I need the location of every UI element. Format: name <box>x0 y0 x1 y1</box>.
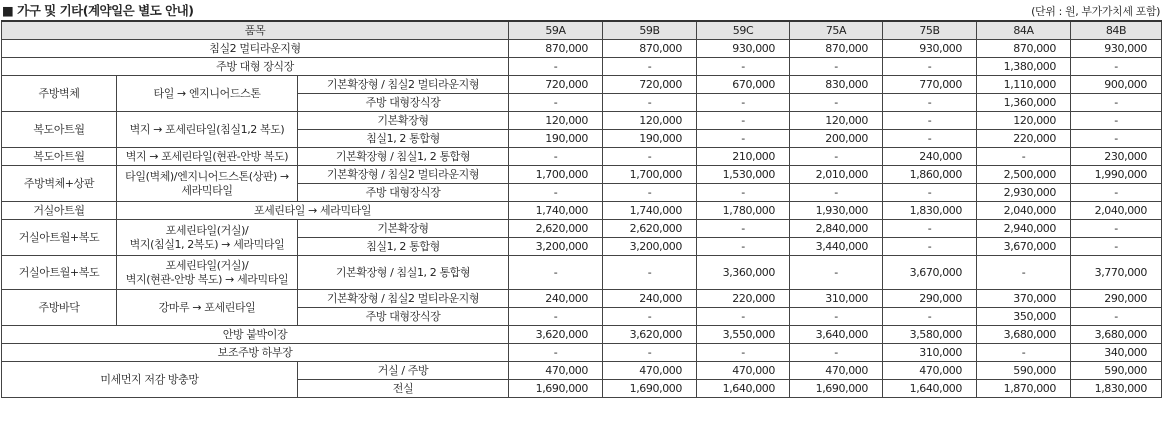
item-cell: 복도아트월 <box>2 148 117 166</box>
item-cell: 기본확장형 / 침실1, 2 통합형 <box>298 256 509 290</box>
price-cell: - <box>1071 58 1162 76</box>
price-cell: - <box>1071 238 1162 256</box>
item-cell: 거실 / 주방 <box>298 362 509 380</box>
price-cell: 1,530,000 <box>697 166 790 184</box>
price-cell: - <box>509 148 603 166</box>
price-cell: 2,620,000 <box>509 220 603 238</box>
item-cell: 침실1, 2 통합형 <box>298 238 509 256</box>
table-row <box>2 112 1162 130</box>
unit-note: (단위 : 원, 부가가치세 포함) <box>1031 5 1160 18</box>
price-cell: - <box>603 344 697 362</box>
table-row <box>2 40 1162 58</box>
price-cell: - <box>603 184 697 202</box>
price-cell: 3,360,000 <box>697 256 790 290</box>
item-cell: 타일 → 엔지니어드스톤 <box>117 76 298 112</box>
price-cell: 120,000 <box>977 112 1071 130</box>
price-cell: - <box>697 58 790 76</box>
header-type: 59B <box>603 21 697 40</box>
price-cell: 1,740,000 <box>509 202 603 220</box>
price-cell: 930,000 <box>883 40 977 58</box>
price-cell: 930,000 <box>697 40 790 58</box>
table-row <box>2 344 1162 362</box>
price-cell: 200,000 <box>790 130 883 148</box>
price-cell: - <box>883 308 977 326</box>
price-cell: - <box>790 58 883 76</box>
price-cell: 2,620,000 <box>603 220 697 238</box>
price-cell: - <box>883 58 977 76</box>
header-type: 59A <box>509 21 603 40</box>
price-cell: - <box>697 130 790 148</box>
price-cell: 1,830,000 <box>883 202 977 220</box>
price-cell: 470,000 <box>603 362 697 380</box>
price-cell: 190,000 <box>603 130 697 148</box>
price-cell: 120,000 <box>509 112 603 130</box>
price-cell: - <box>1071 184 1162 202</box>
table-row <box>2 166 1162 184</box>
table-header-row <box>2 21 1162 40</box>
price-cell: - <box>883 94 977 112</box>
price-cell: 1,640,000 <box>883 380 977 398</box>
item-cell: 주방벽체 <box>2 76 117 112</box>
price-cell: - <box>790 184 883 202</box>
price-cell: 2,930,000 <box>977 184 1071 202</box>
table-row <box>2 256 1162 290</box>
price-cell: - <box>883 184 977 202</box>
price-cell: - <box>603 308 697 326</box>
price-cell: - <box>883 238 977 256</box>
item-cell: 주방 대형장식장 <box>298 94 509 112</box>
price-cell: - <box>1071 94 1162 112</box>
price-cell: 210,000 <box>697 148 790 166</box>
item-cell: 강마루 → 포세린타일 <box>117 290 298 326</box>
price-cell: 3,670,000 <box>883 256 977 290</box>
header-type: 75A <box>790 21 883 40</box>
price-cell: - <box>883 112 977 130</box>
price-cell: 470,000 <box>790 362 883 380</box>
price-cell: 1,780,000 <box>697 202 790 220</box>
price-cell: - <box>603 94 697 112</box>
price-cell: 930,000 <box>1071 40 1162 58</box>
item-cell: 주방 대형 장식장 <box>2 58 509 76</box>
price-cell: 900,000 <box>1071 76 1162 94</box>
item-cell: 기본확장형 / 침실1, 2 통합형 <box>298 148 509 166</box>
item-cell: 복도아트월 <box>2 112 117 148</box>
price-cell: - <box>790 148 883 166</box>
price-cell: - <box>697 308 790 326</box>
header-type: 59C <box>697 21 790 40</box>
price-cell: 3,770,000 <box>1071 256 1162 290</box>
price-cell: 470,000 <box>883 362 977 380</box>
price-cell: 1,990,000 <box>1071 166 1162 184</box>
price-cell: 720,000 <box>603 76 697 94</box>
price-table-body <box>2 21 1162 398</box>
item-cell: 거실아트월+복도 <box>2 220 117 256</box>
price-cell: 870,000 <box>790 40 883 58</box>
price-cell: - <box>883 220 977 238</box>
price-cell: 590,000 <box>1071 362 1162 380</box>
price-cell: 3,680,000 <box>1071 326 1162 344</box>
price-cell: - <box>790 344 883 362</box>
table-row <box>2 220 1162 238</box>
price-cell: - <box>790 308 883 326</box>
price-cell: - <box>697 238 790 256</box>
price-cell: 1,690,000 <box>509 380 603 398</box>
price-cell: 3,200,000 <box>603 238 697 256</box>
price-cell: - <box>790 94 883 112</box>
price-cell: - <box>697 344 790 362</box>
price-cell: 120,000 <box>603 112 697 130</box>
price-cell: 830,000 <box>790 76 883 94</box>
price-cell: - <box>1071 308 1162 326</box>
price-cell: 3,620,000 <box>509 326 603 344</box>
table-row <box>2 76 1162 94</box>
price-cell: 220,000 <box>697 290 790 308</box>
price-cell: 3,580,000 <box>883 326 977 344</box>
price-cell: 2,940,000 <box>977 220 1071 238</box>
item-cell: 주방 대형장식장 <box>298 184 509 202</box>
price-cell: - <box>509 308 603 326</box>
price-cell: 3,670,000 <box>977 238 1071 256</box>
price-cell: - <box>509 58 603 76</box>
item-cell: 기본확장형 / 침실2 멀티라운지형 <box>298 290 509 308</box>
price-cell: 470,000 <box>509 362 603 380</box>
item-cell: 침실2 멀티라운지형 <box>2 40 509 58</box>
item-cell: 거실아트월+복도 <box>2 256 117 290</box>
price-cell: - <box>790 256 883 290</box>
table-row <box>2 362 1162 380</box>
price-cell: - <box>509 184 603 202</box>
item-cell: 전실 <box>298 380 509 398</box>
price-cell: - <box>509 94 603 112</box>
item-cell: 안방 붙박이장 <box>2 326 509 344</box>
item-cell: 기본확장형 <box>298 220 509 238</box>
item-cell: 주방 대형장식장 <box>298 308 509 326</box>
price-cell: 1,690,000 <box>790 380 883 398</box>
header-item: 품목 <box>2 21 509 40</box>
item-cell: 포세린타일(거실)/ 벽지(현관-안방 복도) → 세라믹타일 <box>117 256 298 290</box>
price-cell: 870,000 <box>603 40 697 58</box>
item-cell: 포세린타일 → 세라믹타일 <box>117 202 509 220</box>
table-row <box>2 58 1162 76</box>
price-cell: 1,870,000 <box>977 380 1071 398</box>
price-cell: 470,000 <box>697 362 790 380</box>
price-cell: 720,000 <box>509 76 603 94</box>
price-cell: 230,000 <box>1071 148 1162 166</box>
table-row <box>2 290 1162 308</box>
title-bar <box>0 0 1162 20</box>
price-cell: 3,680,000 <box>977 326 1071 344</box>
price-cell: 1,830,000 <box>1071 380 1162 398</box>
item-cell: 포세린타일(거실)/ 벽지(침실1, 2복도) → 세라믹타일 <box>117 220 298 256</box>
price-cell: 1,700,000 <box>603 166 697 184</box>
price-cell: 340,000 <box>1071 344 1162 362</box>
price-cell: 190,000 <box>509 130 603 148</box>
price-cell: 870,000 <box>509 40 603 58</box>
price-cell: - <box>603 256 697 290</box>
price-cell: 670,000 <box>697 76 790 94</box>
price-cell: 1,700,000 <box>509 166 603 184</box>
price-cell: 350,000 <box>977 308 1071 326</box>
price-cell: 2,840,000 <box>790 220 883 238</box>
price-cell: - <box>883 130 977 148</box>
item-cell: 벽지 → 포세린타일(침실1,2 복도) <box>117 112 298 148</box>
price-cell: 770,000 <box>883 76 977 94</box>
price-cell: 870,000 <box>977 40 1071 58</box>
price-cell: - <box>509 256 603 290</box>
price-cell: 1,690,000 <box>603 380 697 398</box>
header-type: 75B <box>883 21 977 40</box>
item-cell: 주방바닥 <box>2 290 117 326</box>
price-cell: 3,550,000 <box>697 326 790 344</box>
price-cell: 310,000 <box>883 344 977 362</box>
table-row <box>2 148 1162 166</box>
price-cell: - <box>1071 220 1162 238</box>
price-cell: 290,000 <box>883 290 977 308</box>
price-cell: 1,640,000 <box>697 380 790 398</box>
item-cell: 주방벽체+상판 <box>2 166 117 202</box>
header-type: 84A <box>977 21 1071 40</box>
price-cell: - <box>977 344 1071 362</box>
price-cell: 1,860,000 <box>883 166 977 184</box>
price-cell: 370,000 <box>977 290 1071 308</box>
price-cell: 2,040,000 <box>977 202 1071 220</box>
price-cell: 3,200,000 <box>509 238 603 256</box>
item-cell: 미세먼지 저감 방충망 <box>2 362 298 398</box>
price-cell: - <box>1071 130 1162 148</box>
price-cell: - <box>697 112 790 130</box>
item-cell: 기본확장형 <box>298 112 509 130</box>
price-cell: 120,000 <box>790 112 883 130</box>
price-cell: - <box>697 94 790 112</box>
price-cell: 2,040,000 <box>1071 202 1162 220</box>
item-cell: 벽지 → 포세린타일(현관-안방 복도) <box>117 148 298 166</box>
price-cell: 2,010,000 <box>790 166 883 184</box>
item-cell: 타일(벽체)/엔지니어드스톤(상판) → 세라믹타일 <box>117 166 298 202</box>
price-cell: 2,500,000 <box>977 166 1071 184</box>
item-cell: 보조주방 하부장 <box>2 344 509 362</box>
price-cell: 220,000 <box>977 130 1071 148</box>
price-cell: - <box>697 220 790 238</box>
price-cell: - <box>509 344 603 362</box>
header-type: 84B <box>1071 21 1162 40</box>
price-cell: 590,000 <box>977 362 1071 380</box>
table-row <box>2 202 1162 220</box>
item-cell: 침실1, 2 통합형 <box>298 130 509 148</box>
price-cell: - <box>977 256 1071 290</box>
price-cell: - <box>697 184 790 202</box>
section-title: ■ 가구 및 기타(계약일은 별도 안내) <box>2 3 194 18</box>
price-cell: 3,640,000 <box>790 326 883 344</box>
price-cell: 240,000 <box>603 290 697 308</box>
price-cell: - <box>977 148 1071 166</box>
price-cell: 3,440,000 <box>790 238 883 256</box>
table-row <box>2 326 1162 344</box>
price-cell: 1,930,000 <box>790 202 883 220</box>
price-cell: 1,360,000 <box>977 94 1071 112</box>
price-cell: 1,380,000 <box>977 58 1071 76</box>
price-table <box>1 20 1162 398</box>
item-cell: 기본확장형 / 침실2 멀티라운지형 <box>298 76 509 94</box>
item-cell: 거실아트월 <box>2 202 117 220</box>
price-cell: 240,000 <box>883 148 977 166</box>
price-cell: 1,110,000 <box>977 76 1071 94</box>
price-cell: - <box>603 58 697 76</box>
price-cell: 310,000 <box>790 290 883 308</box>
price-cell: 1,740,000 <box>603 202 697 220</box>
price-cell: - <box>1071 112 1162 130</box>
price-cell: 290,000 <box>1071 290 1162 308</box>
price-cell: - <box>603 148 697 166</box>
item-cell: 기본확장형 / 침실2 멀티라운지형 <box>298 166 509 184</box>
price-cell: 3,620,000 <box>603 326 697 344</box>
price-cell: 240,000 <box>509 290 603 308</box>
